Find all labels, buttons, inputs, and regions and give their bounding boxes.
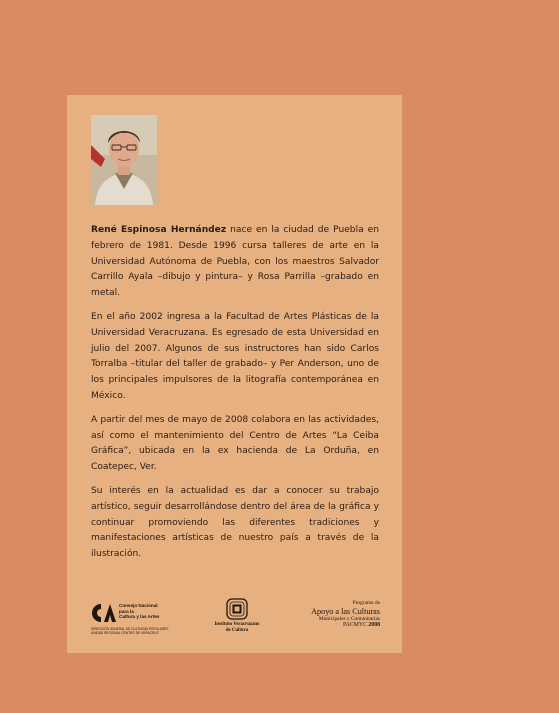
conaculta-line-1: Consejo Nacional <box>119 603 158 608</box>
pacmyc-line-3: Municipales y Comunitarias <box>318 615 380 622</box>
ivec-line-2: de Cultura <box>225 627 249 633</box>
conaculta-name <box>119 603 199 620</box>
bio-paragraph-3: A partir del mes de mayo de 2008 colabora en las actividades, así como el mantenimiento del Centro de Artes “La Ceiba Gráfica”, ubicada en la ex hacienda de La Orduña, en Coatepec, Ver. <box>91 414 379 473</box>
conaculta-mark-icon <box>91 603 117 623</box>
conaculta-line-2: para la <box>119 608 134 614</box>
author-portrait-image <box>91 115 157 205</box>
ivec-line-1: Instituto Veracruzano <box>214 622 260 627</box>
ivec-name <box>201 622 273 633</box>
bio-paragraph-2: En el año 2002 ingresa a la Facultad de Artes Plásticas de la Universidad Veracruzana. Es egresado de esta Universidad en julio del 2007. Algunos de sus instructores han sido Carlos Torralba –titular del taller de grabado– y Per Anderson, uno de los principales impulsores de la litografía contemporánea en México. <box>91 311 379 401</box>
bio-paragraph <box>91 223 379 302</box>
pacmyc-logo <box>280 600 380 629</box>
pacmyc-acronym: PACMYC <box>343 622 367 628</box>
pacmyc-line-1: Programa de <box>352 600 380 606</box>
bio-paragraph-1-text: nace en la ciudad de Puebla en febrero de 1981. Desde 1996 cursa talleres de arte en la Universidad Autónoma de Puebla, con los maestros Salvador Carrillo Ayala –dibujo y pintura– y Rosa Parrilla –grabado en metal. <box>91 225 379 299</box>
author-biography <box>91 223 379 571</box>
conaculta-line-3: Cultura y las Artes <box>119 614 160 620</box>
pacmyc-line-4 <box>280 622 380 629</box>
pacmyc-line-2: Apoyo a las Culturas <box>311 606 380 616</box>
bio-paragraph-4: Su interés en la actualidad es dar a conocer su trabajo artístico, seguir desarrollándose dentro del área de la gráfica y continuar promoviendo las diferentes tradiciones y manifestaciones artísticas de nuestro país a través de la ilustración. <box>91 485 379 560</box>
back-cover-panel <box>67 95 402 653</box>
sponsor-logos <box>67 598 402 648</box>
author-name: René Espinosa Hernández <box>91 225 227 235</box>
author-photo <box>91 115 157 205</box>
ivec-seal-icon <box>226 598 248 620</box>
ivec-logo <box>201 598 273 633</box>
pacmyc-year: 2008 <box>368 622 380 628</box>
conaculta-sub-1: DIRECCIÓN GENERAL DE CULTURAS POPULARES <box>91 627 169 631</box>
conaculta-subtitle <box>91 627 211 635</box>
conaculta-sub-2: UNIDAD REGIONAL CENTRO DE VERACRUZ <box>91 631 159 635</box>
